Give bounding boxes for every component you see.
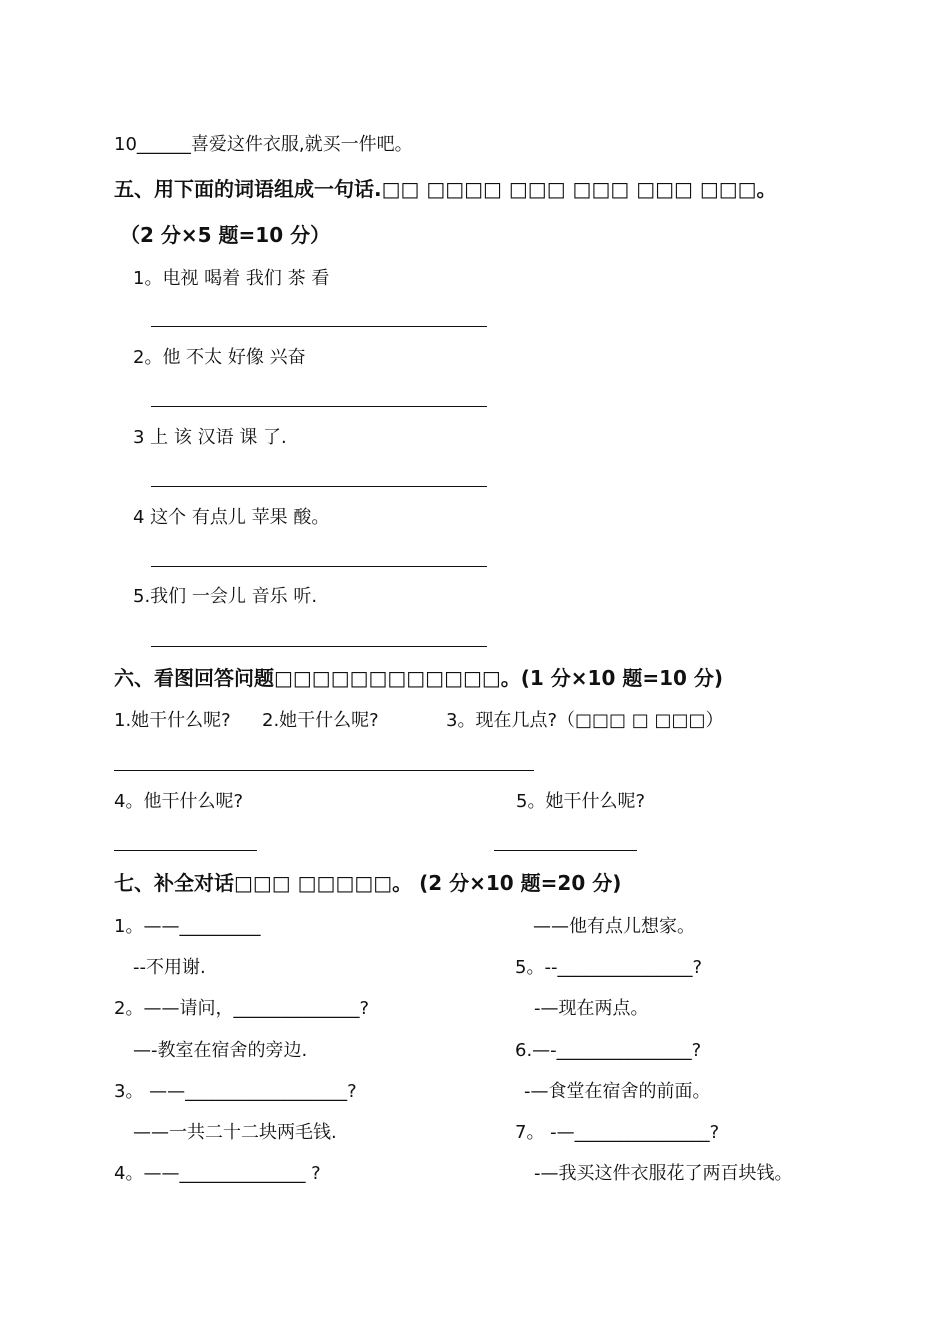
section-7-title: 七、补全对话□□□ □□□□□。 (2 分×10 题=20 分) (114, 871, 622, 895)
s6-question-3: 3。现在几点?（□□□ □ □□□） (446, 710, 724, 731)
line-10: 10______喜爱这件衣服,就买一件吧。 (114, 134, 413, 155)
s5-answer-line-3 (151, 486, 487, 487)
s5-answer-line-2 (151, 406, 487, 407)
s7-right-4: 6.—-_______________? (515, 1040, 702, 1061)
s7-right-1: ——他有点儿想家。 (533, 916, 695, 937)
s7-left-5: 3。 ——__________________? (114, 1081, 357, 1102)
s5-item-1: 1。电视 喝着 我们 茶 看 (133, 268, 330, 289)
s6-answer-line-1 (114, 770, 534, 771)
s5-item-3: 3 上 该 汉语 课 了. (133, 427, 287, 448)
section-5-title: 五、用下面的词语组成一句话.□□ □□□□ □□□ □□□ □□□ □□□。 (114, 177, 777, 201)
section-5-score: （2 分×5 题=10 分） (120, 223, 331, 247)
s6-question-5: 5。她干什么呢? (516, 791, 646, 812)
s7-right-6: 7。 -—_______________? (515, 1122, 720, 1143)
s7-right-3: -—现在两点。 (534, 998, 649, 1019)
section-6-title: 六、看图回答问题□□□□□□□□□□□□。(1 分×10 题=10 分) (114, 666, 724, 690)
s7-right-7: -—我买这件衣服花了两百块钱。 (534, 1163, 793, 1184)
s7-right-5: -—食堂在宿舍的前面。 (524, 1081, 711, 1102)
s7-left-3: 2。——请问，______________? (114, 998, 370, 1019)
s7-left-7: 4。——______________ ? (114, 1163, 321, 1184)
s6-answer-line-4 (114, 850, 257, 851)
s7-left-1: 1。——_________ (114, 916, 261, 937)
s7-right-2: 5。--_______________? (515, 957, 702, 978)
s5-answer-line-5 (151, 646, 487, 647)
s5-item-4: 4 这个 有点儿 苹果 酸。 (133, 507, 330, 528)
s6-question-1: 1.她干什么呢? (114, 710, 231, 731)
s6-answer-line-5 (494, 850, 637, 851)
s5-answer-line-4 (151, 566, 487, 567)
s6-question-2: 2.她干什么呢? (262, 710, 379, 731)
s5-answer-line-1 (151, 326, 487, 327)
s7-left-4: —-教室在宿舍的旁边. (133, 1040, 308, 1061)
s6-question-4: 4。他干什么呢? (114, 791, 244, 812)
s5-item-2: 2。他 不太 好像 兴奋 (133, 347, 306, 368)
s7-left-2: --不用谢. (133, 957, 206, 978)
s5-item-5: 5.我们 一会儿 音乐 听. (133, 586, 318, 607)
s7-left-6: ——一共二十二块两毛钱. (133, 1122, 337, 1143)
